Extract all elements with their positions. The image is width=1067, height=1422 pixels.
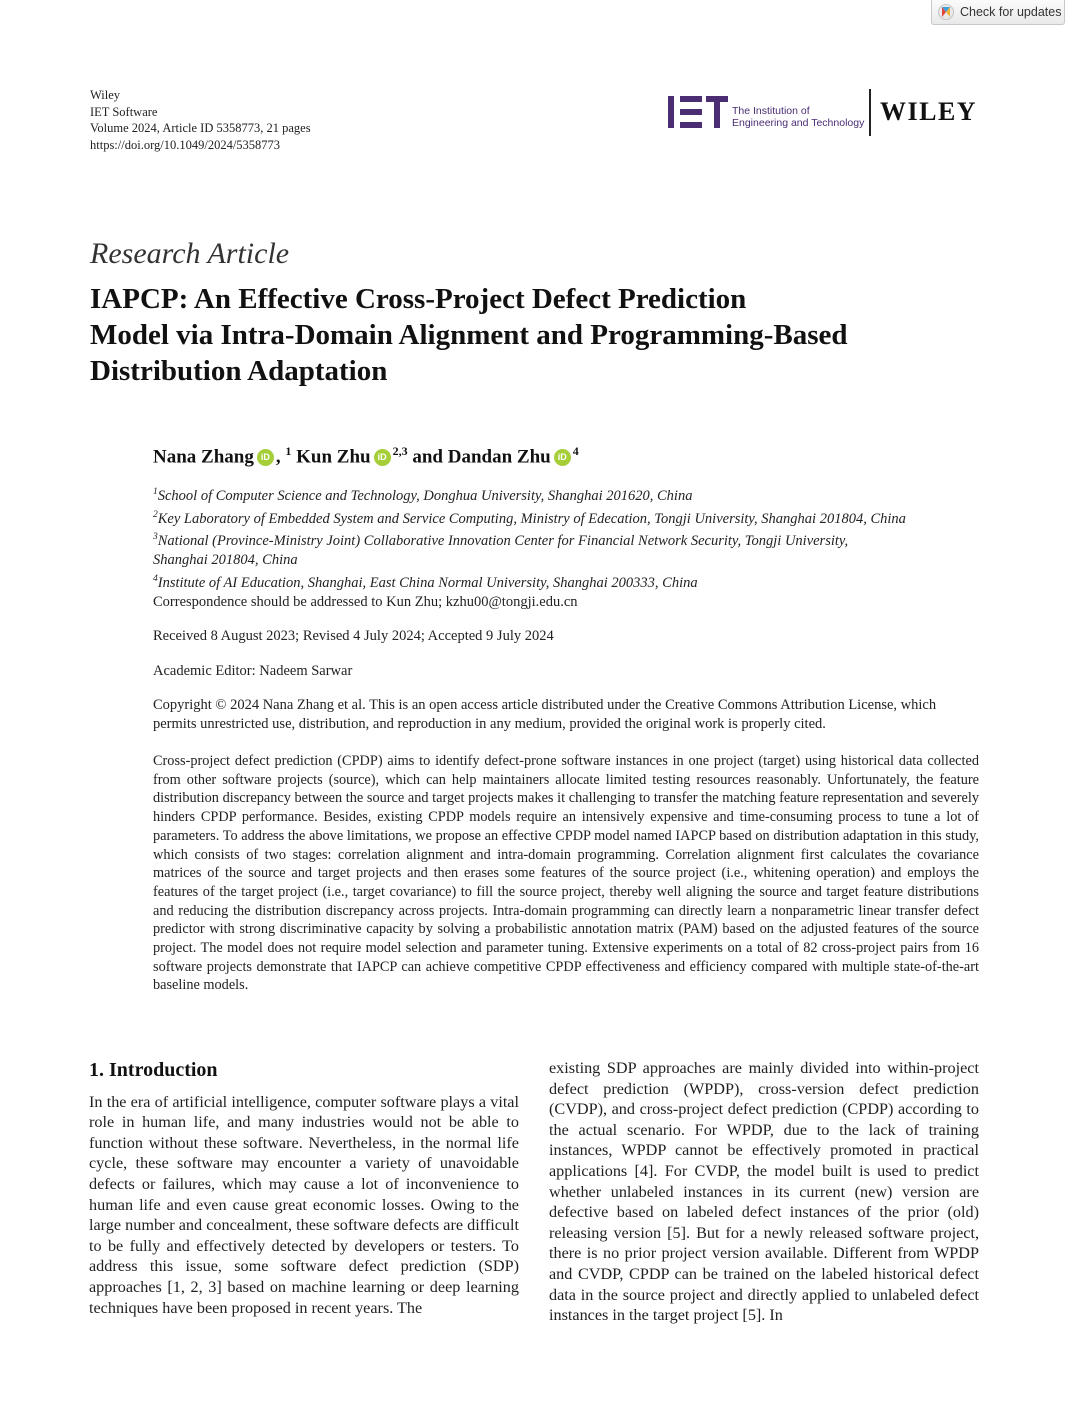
iet-logo-mark bbox=[668, 96, 728, 128]
author-name[interactable]: Kun Zhu bbox=[296, 446, 371, 468]
author-affil-sup: 2,3 bbox=[392, 444, 408, 458]
affiliation-item: $^1$School of Computer Science and Technology, Donghua University, Shanghai 201620, China bbox=[153, 487, 693, 504]
affiliation-item: $^2$Key Laboratory of Embedded System and Service Computing, Ministry of Edecation, Tongji University, Shanghai 201804, China bbox=[153, 509, 906, 527]
orcid-icon[interactable]: iD bbox=[554, 449, 571, 466]
author-name[interactable]: Nana Zhang bbox=[153, 446, 254, 468]
iet-logo bbox=[668, 96, 864, 129]
article-title bbox=[90, 281, 990, 389]
abstract: Cross-project defect prediction (CPDP) aims to identify defect-prone software instances in one project (target) using historical data collected from other software projects (source), which can help maintainers allocate limited testing resources reasonably. Unfortunately, the feature distribution discrepancy between the source and target projects makes it challenging to transfer the matching feature representation and severely hinders CPDP performance. Besides, existing CPDP models require an intensively expensive and time-consuming process to tune a lot of parameters. To address the above limitations, we propose an effective CPDP model named IAPCP based on distribution adaptation in this study, which consists of two stages: correlation alignment and intra-domain programming. Correlation alignment first calculates the covariance matrices of the source and target projects and then erases some features of the source project (i.e., whitening operation) and employs the features of the target project (i.e., target covariance) to fill the source project, thereby well aligning the source and target feature distributions and reducing the distribution discrepancy across projects. Intra-domain programming can directly learn a nonparametric linear transfer defect predictor with strong discriminative capacity by solving a probabilistic annotation matrix (PAM) based on the adjusted features of the source project. The model does not require model selection and parameter tuning. Extensive experiments on a total of 82 cross-project pairs from 16 software projects demonstrate that IAPCP can achieve competitive CPDP effectiveness and efficiency compared with multiple state-of-the-art baseline models. bbox=[153, 753, 979, 994]
logo-divider bbox=[869, 89, 871, 136]
publisher: Wiley bbox=[90, 88, 121, 102]
intro-paragraph: existing SDP approaches are mainly divided into within-project defect prediction (WPDP), cross-version defect prediction (CVDP), and cross-project defect prediction (CPDP) according to the actual scenario. For WPDP, due to the lack of training instances, WPDP cannot be effectively promoted in practical applications [4]. For CVDP, the model built is used to predict whether unlabeled instances in its current (new) version are defective based on labeled defect instances of the prior (old) releasing version [5]. But for a newly released software project, there is no prior project version available. Different from WPDP and CVDP, CPDP can be trained on the labeled historical defect data in the source project and directly applied to unlabeled defect instances in the target project [5]. In bbox=[549, 1059, 979, 1325]
orcid-icon[interactable]: iD bbox=[374, 449, 391, 466]
iet-logo-text: The Institution of Engineering and Technology bbox=[732, 105, 865, 129]
author-affil-sup: 1 bbox=[285, 444, 292, 458]
affiliation-item: $^3$National (Province-Ministry Joint) Collaborative Innovation Center for Financial Network Security, Tongji University, Shanghai 201804, China bbox=[153, 532, 849, 568]
academic-editor: Academic Editor: Nadeem Sarwar bbox=[153, 663, 353, 679]
section-heading: 1. Introduction bbox=[89, 1059, 218, 1081]
title-line: IAPCP: An Effective Cross-Project Defect Prediction bbox=[90, 283, 747, 315]
author-name[interactable]: Dandan Zhu bbox=[447, 446, 551, 468]
wiley-logo: WILEY bbox=[880, 97, 978, 126]
affiliation-list bbox=[153, 483, 983, 592]
article-dates: Received 8 August 2023; Revised 4 July 2024; Accepted 9 July 2024 bbox=[153, 628, 554, 644]
orcid-icon[interactable]: iD bbox=[257, 449, 274, 466]
intro-paragraph: In the era of artificial intelligence, computer software plays a vital role in human life, and many industries would not be able to function without these software. Nevertheless, in the normal life cycle, these software may encounter a variety of unavoidable defects or failures, which may cause a lot of inconvenience to human life and even cause great economic losses. Owing to the large number and concealment, these software defects are difficult to be fully and effectively detected by developers or testers. To address this issue, some software defect prediction (SDP) approaches [1, 2, 3] based on machine learning or deep learning techniques have been proposed in recent years. The bbox=[89, 1092, 519, 1317]
check-for-updates-label: Check for updates bbox=[960, 5, 1062, 19]
author-affil-sup: 4 bbox=[572, 444, 579, 458]
journal-name: IET Software bbox=[90, 104, 158, 119]
copyright-notice: Copyright © 2024 Nana Zhang et al. This is an open access article distributed under the Creative Commons Attribution License, which permits unrestricted use, distribution, and reproduction in any medium, provided the original work is properly cited. bbox=[153, 697, 937, 732]
intro-right-column bbox=[549, 1058, 979, 1326]
title-line: Distribution Adaptation bbox=[90, 355, 388, 387]
check-for-updates-button[interactable] bbox=[931, 0, 1065, 25]
volume-info: Volume 2024, Article ID 5358773, 21 pages bbox=[90, 121, 311, 135]
title-line: Model via Intra-Domain Alignment and Programming-Based bbox=[90, 319, 848, 351]
author-list: Nana Zhang iD , $^1$ Kun Zhu iD $^{2,3}$ and Dandan Zhu iD $^4$ bbox=[153, 444, 579, 468]
journal-meta bbox=[90, 87, 311, 153]
doi-link[interactable]: https://doi.org/10.1049/2024/5358773 bbox=[90, 137, 281, 152]
correspondence: Correspondence should be addressed to Kun Zhu; kzhu00@tongji.edu.cn bbox=[153, 594, 578, 610]
intro-left-column bbox=[89, 1058, 519, 1318]
affiliation-item: $^4$Institute of AI Education, Shanghai, East China Normal University, Shanghai 200333, China bbox=[153, 573, 698, 591]
article-type: Research Article bbox=[90, 237, 290, 270]
crossmark-icon bbox=[938, 4, 954, 20]
